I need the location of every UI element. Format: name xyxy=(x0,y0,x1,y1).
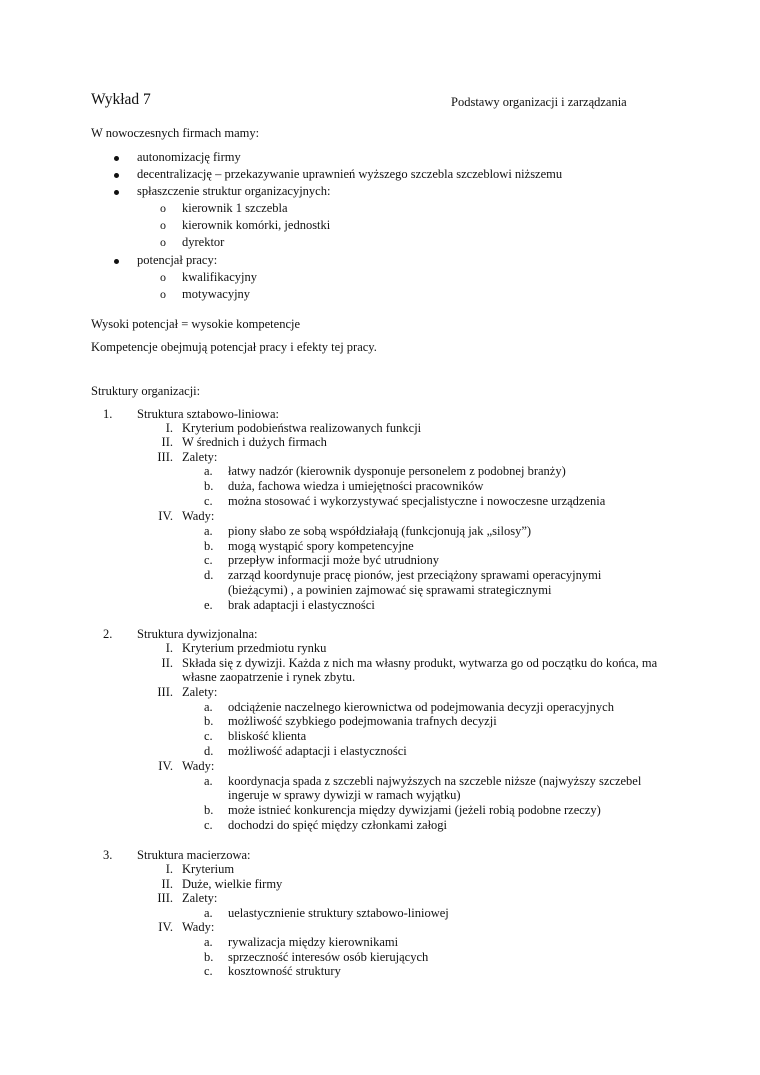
structures-heading: Struktury organizacji: xyxy=(91,384,201,398)
criterion: Kryterium przedmiotu rynku xyxy=(182,641,327,655)
advantages-label: Zalety: xyxy=(182,891,218,905)
disadvantage-item: sprzeczność interesów osób kierujących xyxy=(228,950,429,964)
disadvantages-label: Wady: xyxy=(182,920,215,934)
bullet-icon xyxy=(114,173,119,178)
disadvantage-item: koordynacja spada z szczebli najwyższych na szczeble niższe (najwyższy szczebel xyxy=(228,774,642,788)
structure-title: Struktura dywizjonalna: xyxy=(137,627,258,641)
bullet-icon xyxy=(114,259,119,264)
letter-marker: c. xyxy=(204,553,213,567)
advantage-item: możliwość szybkiego podejmowania trafnych decyzji xyxy=(228,714,497,728)
disadvantage-item: brak adaptacji i elastyczności xyxy=(228,598,375,612)
sub-item: kwalifikacyjny xyxy=(182,270,257,284)
circle-marker-icon: o xyxy=(160,201,166,215)
letter-marker: c. xyxy=(204,964,213,978)
letter-marker: d. xyxy=(204,744,214,758)
letter-marker: b. xyxy=(204,950,214,964)
scope: Duże, wielkie firmy xyxy=(182,877,283,891)
letter-marker: a. xyxy=(204,524,213,538)
sub-item: dyrektor xyxy=(182,235,225,249)
disadvantages-label: Wady: xyxy=(182,509,215,523)
advantage-item: możliwość adaptacji i elastyczności xyxy=(228,744,407,758)
intro-bullet: potencjał pracy: xyxy=(137,253,218,267)
letter-marker: c. xyxy=(204,818,213,832)
intro-bullet: autonomizację firmy xyxy=(137,150,241,164)
roman-numeral: II. xyxy=(161,435,173,449)
circle-marker-icon: o xyxy=(160,235,166,249)
scope: W średnich i dużych firmach xyxy=(182,435,327,449)
intro-bullet: decentralizację – przekazywanie uprawnień wyższego szczebla szczeblowi niższemu xyxy=(137,167,563,181)
disadvantage-item: zarząd koordynuje pracę pionów, jest przeciążony sprawami operacyjnymi xyxy=(228,568,602,582)
letter-marker: b. xyxy=(204,803,214,817)
advantage-item: duża, fachowa wiedza i umiejętności pracowników xyxy=(228,479,484,493)
roman-numeral: I. xyxy=(165,641,173,655)
disadvantage-item: dochodzi do spięć między członkami załogi xyxy=(228,818,448,832)
lecture-title: Wykład 7 xyxy=(91,91,151,108)
scope: Składa się z dywizji. Każda z nich ma własny produkt, wytwarza go od początku do końca, ma xyxy=(182,656,658,670)
structure-number: 1. xyxy=(103,407,113,421)
letter-marker: b. xyxy=(204,539,214,553)
disadvantage-item: piony słabo ze sobą współdziałają (funkcjonują jak „silosy”) xyxy=(228,524,532,538)
scope-cont: własne zaopatrzenie i rynek zbytu. xyxy=(182,670,356,684)
letter-marker: e. xyxy=(204,598,213,612)
structure-number: 2. xyxy=(103,627,113,641)
disadvantage-item: może istnieć konkurencja między dywizjami (jeżeli robią podobne rzeczy) xyxy=(228,803,601,817)
disadvantage-item: kosztowność struktury xyxy=(228,964,341,978)
disadvantages-label: Wady: xyxy=(182,759,215,773)
disadvantage-item: rywalizacja między kierownikami xyxy=(228,935,399,949)
course-title: Podstawy organizacji i zarządzania xyxy=(451,95,627,109)
advantages-label: Zalety: xyxy=(182,450,218,464)
bullet-icon xyxy=(114,156,119,161)
sub-item: kierownik komórki, jednostki xyxy=(182,218,331,232)
circle-marker-icon: o xyxy=(160,270,166,284)
intro-lead: W nowoczesnych firmach mamy: xyxy=(91,126,260,140)
statement: Wysoki potencjał = wysokie kompetencje xyxy=(91,317,301,331)
disadvantage-item: mogą wystąpić spory kompetencyjne xyxy=(228,539,414,553)
roman-numeral: III. xyxy=(157,891,173,905)
structure-number: 3. xyxy=(103,848,113,862)
statement: Kompetencje obejmują potencjał pracy i efekty tej pracy. xyxy=(91,340,377,354)
roman-numeral: III. xyxy=(157,450,173,464)
disadvantage-item-cont: (bieżącymi) , a powinien zajmować się sprawami strategicznymi xyxy=(228,583,552,597)
letter-marker: b. xyxy=(204,479,214,493)
advantages-label: Zalety: xyxy=(182,685,218,699)
roman-numeral: II. xyxy=(161,877,173,891)
roman-numeral: I. xyxy=(165,421,173,435)
disadvantage-item: przepływ informacji może być utrudniony xyxy=(228,553,440,567)
advantage-item: łatwy nadzór (kierownik dysponuje personelem z podobnej branży) xyxy=(228,464,566,478)
letter-marker: d. xyxy=(204,568,214,582)
advantage-item: uelastycznienie struktury sztabowo-liniowej xyxy=(228,906,449,920)
bullet-icon xyxy=(114,190,119,195)
criterion: Kryterium podobieństwa realizowanych funkcji xyxy=(182,421,422,435)
advantage-item: bliskość klienta xyxy=(228,729,307,743)
sub-item: motywacyjny xyxy=(182,287,251,301)
criterion: Kryterium xyxy=(182,862,235,876)
roman-numeral: III. xyxy=(157,685,173,699)
advantage-item: można stosować i wykorzystywać specjalistyczne i nowoczesne urządzenia xyxy=(228,494,606,508)
circle-marker-icon: o xyxy=(160,287,166,301)
sub-item: kierownik 1 szczebla xyxy=(182,201,288,215)
roman-numeral: I. xyxy=(165,862,173,876)
roman-numeral: IV. xyxy=(158,759,173,773)
circle-marker-icon: o xyxy=(160,218,166,232)
letter-marker: c. xyxy=(204,494,213,508)
letter-marker: a. xyxy=(204,464,213,478)
roman-numeral: II. xyxy=(161,656,173,670)
letter-marker: a. xyxy=(204,700,213,714)
letter-marker: a. xyxy=(204,774,213,788)
disadvantage-item-cont: ingeruje w sprawy dywizji w ramach wyjątku) xyxy=(228,788,461,802)
roman-numeral: IV. xyxy=(158,920,173,934)
letter-marker: b. xyxy=(204,714,214,728)
advantage-item: odciążenie naczelnego kierownictwa od podejmowania decyzji operacyjnych xyxy=(228,700,614,714)
intro-bullet: spłaszczenie struktur organizacyjnych: xyxy=(137,184,331,198)
letter-marker: a. xyxy=(204,906,213,920)
structure-title: Struktura macierzowa: xyxy=(137,848,251,862)
structure-title: Struktura sztabowo-liniowa: xyxy=(137,407,279,421)
letter-marker: c. xyxy=(204,729,213,743)
letter-marker: a. xyxy=(204,935,213,949)
roman-numeral: IV. xyxy=(158,509,173,523)
